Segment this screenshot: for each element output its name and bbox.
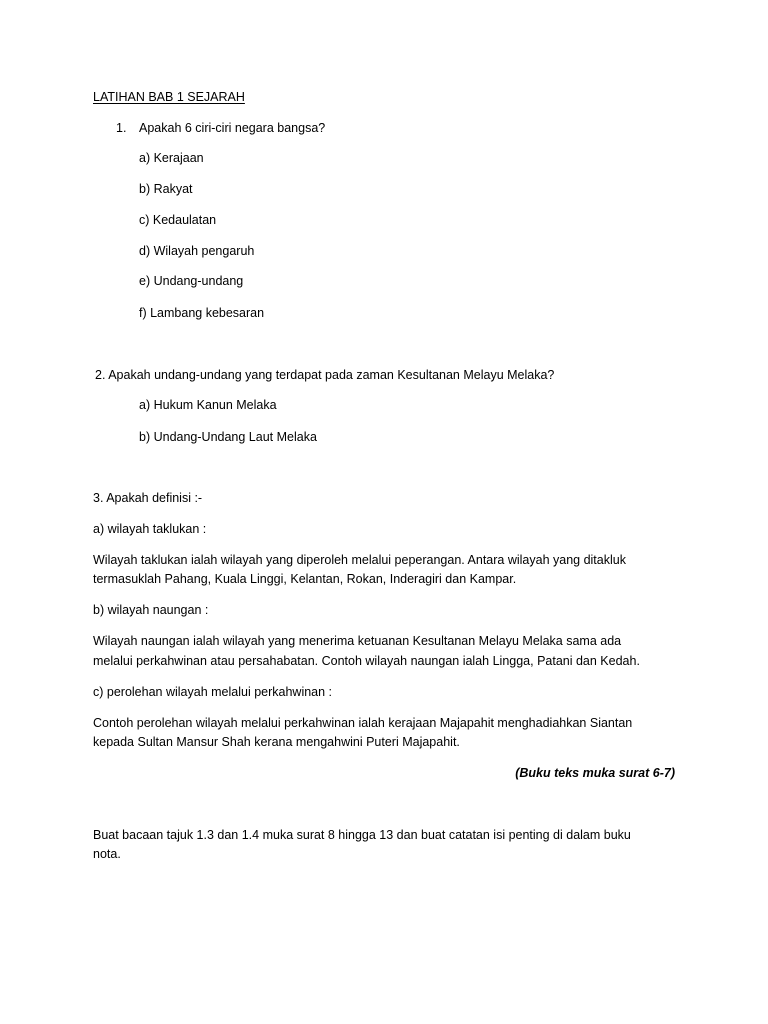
question-1-text: Apakah 6 ciri-ciri negara bangsa? xyxy=(139,121,326,135)
reading-instruction-line: Buat bacaan tajuk 1.3 dan 1.4 muka surat 8 hingga 13 dan buat catatan isi penting di dalam buku xyxy=(93,828,631,842)
definition-c-body-line: Contoh perolehan wilayah melalui perkahwinan ialah kerajaan Majapahit menghadiahkan Siantan xyxy=(93,716,633,730)
definition-c-heading: c) perolehan wilayah melalui perkahwinan : xyxy=(93,685,333,699)
document-title: LATIHAN BAB 1 SEJARAH xyxy=(93,90,245,104)
question-1-option: a) Kerajaan xyxy=(139,151,204,165)
question-2-text: 2. Apakah undang-undang yang terdapat pada zaman Kesultanan Melayu Melaka? xyxy=(95,368,555,382)
question-2-option: a) Hukum Kanun Melaka xyxy=(139,398,277,412)
question-1-option: e) Undang-undang xyxy=(139,274,244,288)
definition-a-body-line: Wilayah taklukan ialah wilayah yang diperoleh melalui peperangan. Antara wilayah yang ditakluk xyxy=(93,553,626,567)
question-1-option: d) Wilayah pengaruh xyxy=(139,244,255,258)
textbook-reference: (Buku teks muka surat 6-7) xyxy=(515,766,675,780)
question-1-option: c) Kedaulatan xyxy=(139,213,217,227)
question-3-text: 3. Apakah definisi :- xyxy=(93,491,203,505)
reading-instruction-line: nota. xyxy=(93,847,121,861)
definition-b-heading: b) wilayah naungan : xyxy=(93,603,209,617)
definition-c-body-line: kepada Sultan Mansur Shah kerana mengahwini Puteri Majapahit. xyxy=(93,735,460,749)
question-1-option: f) Lambang kebesaran xyxy=(139,306,265,320)
question-1-number: 1. xyxy=(116,121,127,135)
definition-b-body-line: melalui perkahwinan atau persahabatan. Contoh wilayah naungan ialah Lingga, Patani dan Kedah. xyxy=(93,654,640,668)
question-2-option: b) Undang-Undang Laut Melaka xyxy=(139,430,317,444)
definition-a-heading: a) wilayah taklukan : xyxy=(93,522,207,536)
question-1-option: b) Rakyat xyxy=(139,182,193,196)
definition-a-body-line: termasuklah Pahang, Kuala Linggi, Kelantan, Rokan, Inderagiri dan Kampar. xyxy=(93,572,517,586)
definition-b-body-line: Wilayah naungan ialah wilayah yang menerima ketuanan Kesultanan Melayu Melaka sama ada xyxy=(93,634,622,648)
